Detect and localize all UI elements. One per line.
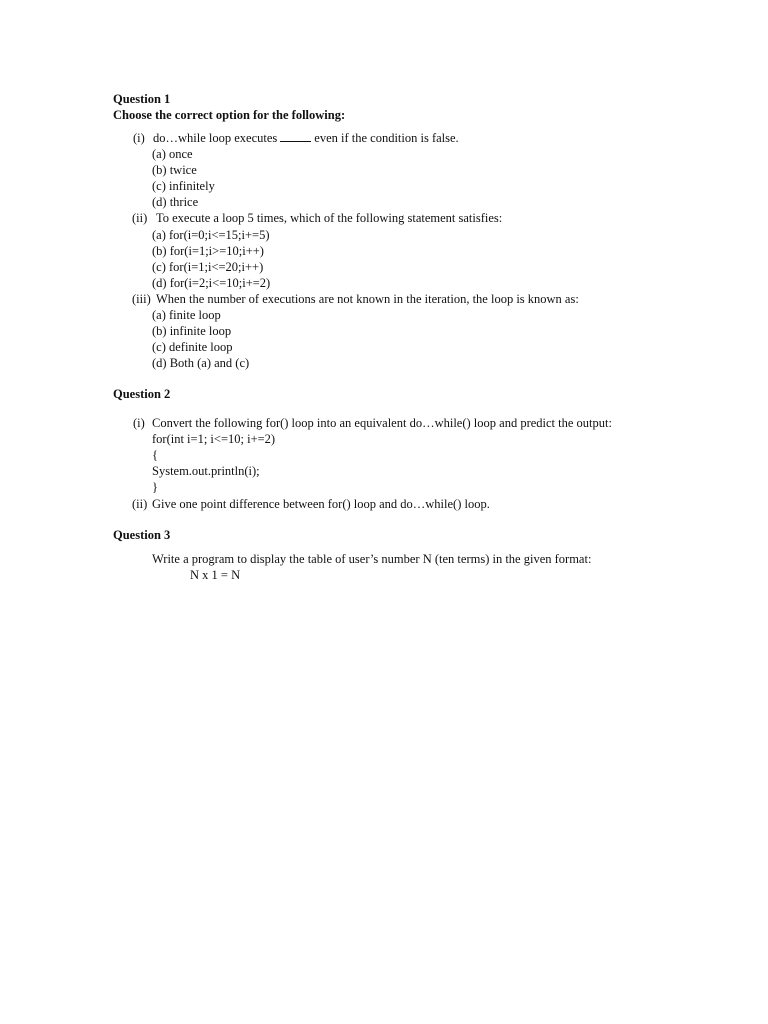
q3-format: N x 1 = N [190,568,241,582]
q2-item-ii [132,496,490,512]
q1-item-i [133,130,459,146]
q1-item-iii [132,291,579,307]
q1-iii-option-b: (b) infinite loop [152,324,232,338]
q1-ii-option-d: (d) for(i=2;i<=10;i+=2) [152,276,271,290]
q1-item-i-text-after: even if the condition is false. [314,131,459,145]
q1-iii-option-a: (a) finite loop [152,308,221,322]
question-2-heading: Question 2 [113,387,171,401]
q2-item-ii-text: Give one point difference between for() loop and do…while() loop. [152,497,490,511]
question-3-heading: Question 3 [113,528,171,542]
q1-item-ii [132,210,502,226]
q1-item-i-text-before: do…while loop executes [153,131,278,145]
q2-item-i-text: Convert the following for() loop into an equivalent do…while() loop and predict the output: [152,416,612,430]
q1-ii-option-b: (b) for(i=1;i>=10;i++) [152,244,264,258]
q1-ii-option-c: (c) for(i=1;i<=20;i++) [152,260,264,274]
q1-i-option-d: (d) thrice [152,195,199,209]
q2-item-i [133,415,612,431]
q1-i-option-a: (a) once [152,147,193,161]
q1-item-iii-text: When the number of executions are not known in the iteration, the loop is known as: [156,292,579,306]
q2-item-ii-number: (ii) [132,497,148,511]
q1-ii-option-a: (a) for(i=0;i<=15;i+=5) [152,228,270,242]
q1-item-i-number: (i) [133,131,145,145]
q1-item-ii-number: (ii) [132,211,148,225]
question-1-instruction: Choose the correct option for the following: [113,108,346,122]
q2-item-i-number: (i) [133,416,145,430]
q1-i-option-b: (b) twice [152,163,197,177]
q1-item-iii-number: (iii) [132,292,151,306]
q2-code-line-1: for(int i=1; i<=10; i+=2) [152,432,276,446]
q1-iii-option-c: (c) definite loop [152,340,233,354]
q3-text: Write a program to display the table of user’s number N (ten terms) in the given format: [152,552,592,566]
q1-iii-option-d: (d) Both (a) and (c) [152,356,250,370]
question-1-heading: Question 1 [113,92,171,106]
q1-i-option-c: (c) infinitely [152,179,215,193]
q2-code-line-3: System.out.println(i); [152,464,260,478]
answer-blank [280,130,311,142]
q2-code-line-2: { [152,448,158,462]
q1-item-ii-text: To execute a loop 5 times, which of the following statement satisfies: [156,211,503,225]
q2-code-line-4: } [152,480,158,494]
